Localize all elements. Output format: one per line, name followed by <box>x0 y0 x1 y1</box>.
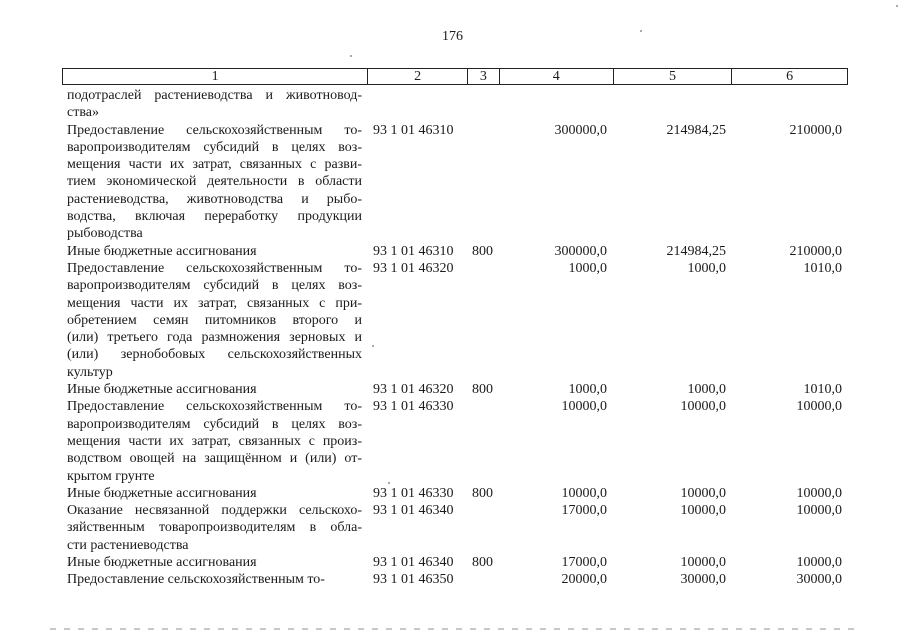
description-line: (или) третьего года размножения зерновых и <box>67 330 362 346</box>
row-code: 93 1 01 46350 <box>373 572 454 588</box>
row-value-col4: 20000,0 <box>561 572 607 588</box>
row-value-col5: 1000,0 <box>687 382 726 398</box>
row-code: 93 1 01 46340 <box>373 555 454 571</box>
row-description <box>67 502 362 554</box>
row-value-col6: 1010,0 <box>803 382 842 398</box>
row-value-col5: 1000,0 <box>687 260 726 276</box>
table-row <box>0 243 905 260</box>
row-expense-type: 800 <box>472 555 493 571</box>
row-code: 93 1 01 46340 <box>373 503 454 519</box>
scan-speck <box>896 5 898 7</box>
row-description <box>67 122 362 243</box>
row-value-col6: 10000,0 <box>796 503 842 519</box>
table-row <box>0 87 905 122</box>
description-line: водством овощей на защищённом и (или) от- <box>67 451 362 467</box>
row-value-col4: 10000,0 <box>561 485 607 501</box>
description-line: варопроизводителям субсидий в целях воз- <box>67 278 362 294</box>
header-col-5: 5 <box>614 69 733 84</box>
table-row <box>0 485 905 502</box>
row-code: 93 1 01 46330 <box>373 399 454 415</box>
description-line: тием экономической деятельности в области <box>67 174 362 190</box>
row-value-col6: 30000,0 <box>796 572 842 588</box>
description-line: зяйственным товаропроизводителям в обла- <box>67 520 362 536</box>
page-number: 176 <box>442 29 463 44</box>
table-row <box>0 398 905 484</box>
description-line: растениеводства, животноводства и рыбо- <box>67 191 362 207</box>
row-value-col5: 10000,0 <box>680 485 726 501</box>
row-code: 93 1 01 46310 <box>373 243 454 259</box>
description-line: ства» <box>67 105 99 121</box>
description-line: обретением семян питомников второго и <box>67 312 362 328</box>
description-line: варопроизводителям субсидий в целях воз- <box>67 416 362 432</box>
description-line: водства, включая переработку продукции <box>67 209 362 225</box>
row-value-col4: 300000,0 <box>554 243 607 259</box>
table-row <box>0 381 905 398</box>
row-value-col5: 10000,0 <box>680 399 726 415</box>
row-value-col6: 10000,0 <box>796 555 842 571</box>
description-line: рыбоводства <box>67 226 143 242</box>
table-row <box>0 502 905 554</box>
scan-speck <box>372 345 374 347</box>
header-col-2: 2 <box>368 69 468 84</box>
row-value-col5: 10000,0 <box>680 503 726 519</box>
row-value-col4: 17000,0 <box>561 503 607 519</box>
description-line: Предоставление сельскохозяйственным то- <box>67 260 362 276</box>
row-value-col6: 210000,0 <box>789 122 842 138</box>
row-description <box>67 381 362 398</box>
row-description <box>67 398 362 484</box>
description-line: варопроизводителям субсидий в целях воз- <box>67 139 362 155</box>
description-line: Иные бюджетные ассигнования <box>67 243 257 259</box>
description-line: Предоставление сельскохозяйственным то- <box>67 399 362 415</box>
table-row <box>0 554 905 571</box>
header-col-6: 6 <box>786 69 794 84</box>
row-description <box>67 485 362 502</box>
table-body <box>0 87 905 589</box>
scan-edge-noise <box>50 628 860 630</box>
scan-speck <box>640 30 642 32</box>
table-row <box>0 260 905 381</box>
row-value-col4: 1000,0 <box>568 260 607 276</box>
row-description <box>67 554 362 571</box>
header-col-4: 4 <box>500 69 614 84</box>
row-code: 93 1 01 46310 <box>373 122 454 138</box>
row-value-col6: 10000,0 <box>796 399 842 415</box>
description-line: культур <box>67 364 113 380</box>
description-line: (или) зернобобовых сельскохозяйственных <box>67 347 362 363</box>
row-value-col6: 10000,0 <box>796 485 842 501</box>
row-value-col5: 10000,0 <box>680 555 726 571</box>
row-value-col6: 210000,0 <box>789 243 842 259</box>
table-row <box>0 571 905 588</box>
table-row <box>0 122 905 243</box>
row-value-col4: 10000,0 <box>561 399 607 415</box>
row-code: 93 1 01 46320 <box>373 260 454 276</box>
row-description <box>67 571 362 588</box>
row-code: 93 1 01 46330 <box>373 485 454 501</box>
description-line: подотраслей растениеводства и животновод- <box>67 88 362 103</box>
description-line: Иные бюджетные ассигнования <box>67 555 257 571</box>
row-value-col4: 17000,0 <box>561 555 607 571</box>
row-description <box>67 87 362 122</box>
description-line: крытом грунте <box>67 468 155 484</box>
row-expense-type: 800 <box>472 485 493 501</box>
row-value-col5: 214984,25 <box>666 122 726 138</box>
row-expense-type: 800 <box>472 243 493 259</box>
description-line: Предоставление сельскохозяйственным то- <box>67 572 325 588</box>
description-line: мещения части их затрат, связанных с при- <box>67 295 362 311</box>
row-description <box>67 243 362 260</box>
description-line: мещения части их затрат, связанных с произ- <box>67 433 362 449</box>
scan-speck <box>350 55 352 57</box>
description-line: Иные бюджетные ассигнования <box>67 382 257 398</box>
row-value-col5: 214984,25 <box>666 243 726 259</box>
row-value-col4: 300000,0 <box>554 122 607 138</box>
row-description <box>67 260 362 381</box>
scan-speck <box>388 482 390 484</box>
row-value-col6: 1010,0 <box>803 260 842 276</box>
description-line: Предоставление сельскохозяйственным то- <box>67 122 362 138</box>
row-expense-type: 800 <box>472 382 493 398</box>
table-header <box>62 68 848 85</box>
description-line: мещения части их затрат, связанных с разви- <box>67 157 362 173</box>
row-code: 93 1 01 46320 <box>373 382 454 398</box>
description-line: Иные бюджетные ассигнования <box>67 485 257 501</box>
header-col-3: 3 <box>468 69 500 84</box>
description-line: Оказание несвязанной поддержки сельскохо- <box>67 503 362 519</box>
description-line: сти растениеводства <box>67 537 189 553</box>
row-value-col5: 30000,0 <box>680 572 726 588</box>
header-col-1: 1 <box>63 69 368 84</box>
row-value-col4: 1000,0 <box>568 382 607 398</box>
